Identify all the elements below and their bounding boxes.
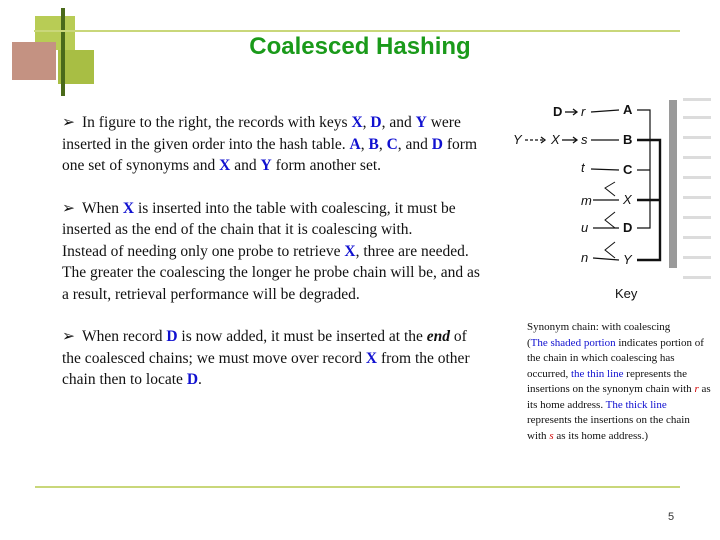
label-D: D [553, 104, 563, 119]
paragraph-4: ➢ When record D is now added, it must be inserted at the end of the coalesced chains; we must move over record X from the other chain then to locate D. [62, 328, 470, 388]
label-t: t [581, 160, 585, 175]
figure-caption [527, 320, 712, 444]
arrow-bullet-icon: ➢ [62, 328, 75, 345]
caption-line1: Synonym chain: with coalescing [527, 321, 671, 333]
label-n: n [581, 250, 589, 265]
key-A: A [623, 102, 633, 117]
label-Y: Y [513, 132, 522, 147]
key-D: D [623, 220, 633, 235]
key-caption: Key [615, 286, 638, 301]
caption-body: (The shaded portion indicates portion of the chain in which coalescing has occurred, the thin line represents the insertions on the synonym chain with r as its home address. The thick line represents the insertions on the chain with s as its home address.) [527, 336, 711, 442]
label-s: s [581, 132, 588, 147]
label-r: r [581, 104, 586, 119]
slide-title: Coalesced Hashing [249, 33, 471, 60]
key-X: X [623, 192, 632, 207]
key-B: B [623, 132, 633, 147]
deco-horizontal-bar [34, 30, 680, 32]
coalescing-figure [505, 92, 715, 307]
body-text [62, 112, 482, 391]
arrow-bullet-icon: ➢ [62, 114, 75, 131]
paragraph-1: ➢ In figure to the right, the records with keys X, D, and Y were inserted in the given order into the hash table. A, B, C, and D form one set of synonyms and X and Y form another set. [62, 114, 478, 174]
label-u: u [581, 220, 589, 235]
paragraph-2: ➢ When X is inserted into the table with coalescing, it must be inserted as the end of the chain that it is coalescing with. [62, 199, 456, 238]
footer-divider [35, 486, 680, 488]
page-number: 5 [668, 511, 675, 523]
paragraph-3: Instead of needing only one probe to retrieve X, three are needed. The greater the coalescing the longer he probe chain will be, and as a result, retrieval performance will be degraded. [62, 242, 480, 303]
key-C: C [623, 162, 633, 177]
label-X: X [551, 132, 560, 147]
arrow-bullet-icon: ➢ [62, 199, 75, 217]
key-Y: Y [623, 252, 632, 267]
label-m: m [581, 193, 592, 208]
shaded-table-edge [669, 100, 677, 268]
